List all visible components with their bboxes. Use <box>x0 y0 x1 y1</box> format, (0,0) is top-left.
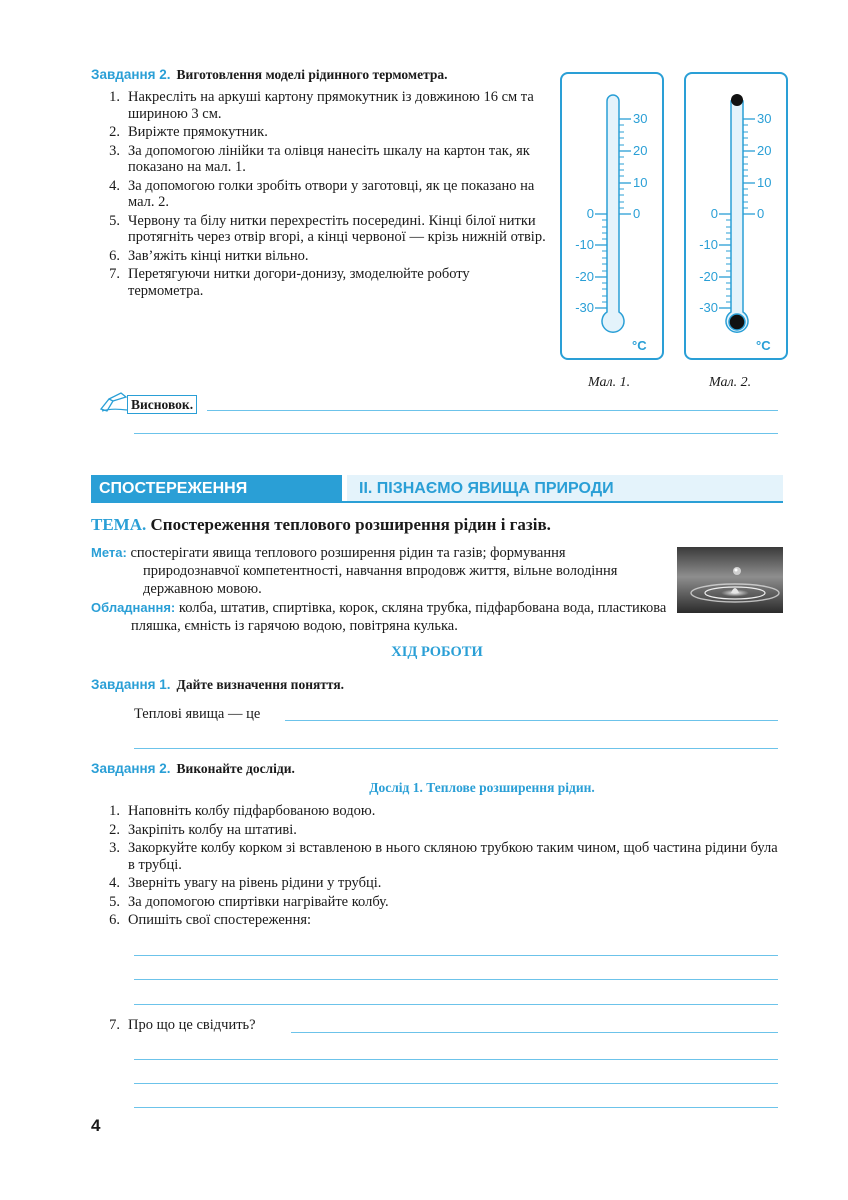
top-hole-dot <box>731 94 743 106</box>
answer-line[interactable] <box>285 720 778 721</box>
answer-line[interactable] <box>134 1107 778 1108</box>
scale-label-10: 10 <box>757 175 772 190</box>
scale-label-minus30: -30 <box>575 300 594 315</box>
page-number: 4 <box>91 1116 101 1135</box>
figure-caption-2: Мал. 2. <box>709 375 752 390</box>
list-item: 2. Закріпіть колбу на штативі. <box>109 821 297 838</box>
section-divider <box>91 501 783 503</box>
topic-text: Спостереження теплового розширення рідин і газів. <box>150 515 551 534</box>
section-label: СПОСТЕРЕЖЕННЯ <box>91 475 342 503</box>
scale-label-0-right: 0 <box>757 206 765 221</box>
bottom-hole-dot <box>729 314 745 330</box>
equipment-label: Обладнання: <box>91 600 176 615</box>
water-drop-photo <box>677 547 783 613</box>
scale-label-0-left: 0 <box>586 206 594 221</box>
definition-prompt: Теплові явища — це <box>134 706 261 722</box>
procedure-title: ХІД РОБОТИ <box>391 644 483 660</box>
list-item: 6. Зав’яжіть кінці нитки вільно. <box>109 247 309 264</box>
question-text: Про що це свідчить? <box>128 1017 256 1033</box>
task-title: Дайте визначення поняття. <box>176 677 345 692</box>
scale-label-20: 20 <box>633 143 648 158</box>
list-item: 6. Опишіть свої спостереження: <box>109 912 312 928</box>
answer-line[interactable] <box>134 1083 778 1084</box>
scale-label-minus20: -20 <box>575 269 594 284</box>
equipment-text: колба, штатив, спиртівка, корок, скляна трубка, підфарбована вода, пластикова пляшка, ємність із гарячою водою, повітряна кулька. <box>131 600 667 634</box>
figure-caption-1: Мал. 1. <box>588 375 631 390</box>
scale-label-0-left: 0 <box>710 206 718 221</box>
list-item: 2. Виріжте прямокутник. <box>109 124 268 140</box>
list-item: 7. Перетягуючи нитки догори-донизу, змоделюйте роботу термометра. <box>109 266 470 299</box>
task-label: Завдання 2. <box>91 761 171 776</box>
list-item: 1. Наповніть колбу підфарбованою водою. <box>109 803 376 819</box>
answer-line[interactable] <box>134 1004 778 1005</box>
task2-heading <box>91 761 691 777</box>
answer-line[interactable] <box>291 1032 778 1033</box>
equipment-paragraph <box>91 599 667 635</box>
scale-label-20: 20 <box>757 143 772 158</box>
scale-label-minus10: -10 <box>575 237 594 252</box>
scale-label-0-right: 0 <box>633 206 641 221</box>
answer-line[interactable] <box>134 979 778 980</box>
answer-line[interactable] <box>134 955 778 956</box>
scale-label-minus10: -10 <box>699 237 718 252</box>
experiment-title: Дослід 1. Теплове розширення рідин. <box>369 780 595 795</box>
section-chapter-title: II. ПІЗНАЄМО ЯВИЩА ПРИРОДИ <box>347 475 783 503</box>
topic-heading <box>91 515 791 535</box>
scale-label-minus20: -20 <box>699 269 718 284</box>
task2-top-steps <box>98 89 546 301</box>
list-item: 3. Закоркуйте колбу корком зі вставленою в нього скляною трубкою таким чином, щоб частина рідини була в трубці. <box>109 840 778 873</box>
task-title: Виконайте досліди. <box>176 761 295 776</box>
scale-label-30: 30 <box>633 111 648 126</box>
task-title: Виготовлення моделі рідинного термометра. <box>176 67 448 82</box>
pen-hand-icon <box>99 391 129 413</box>
list-item: 5. За допомогою спиртівки нагрівайте колбу. <box>109 893 389 910</box>
question-7 <box>98 1017 256 1034</box>
task1-heading <box>91 677 691 693</box>
answer-line[interactable] <box>134 433 778 434</box>
list-item: 5. Червону та білу нитки перехрестіть посередині. Кінці білої нитки протягніть через отвір вгорі, а кінці червоної — крізь нижній отвір. <box>109 212 546 245</box>
conclusion-label: Висновок. <box>127 395 197 414</box>
topic-label: ТЕМА. <box>91 515 147 534</box>
task2-steps <box>98 803 788 931</box>
task-label: Завдання 2. <box>91 67 171 82</box>
list-item: 4. За допомогою голки зробіть отвори у заготовці, як це показано на мал. 2. <box>109 177 535 210</box>
list-item: 3. За допомогою лінійки та олівця нанесіть шкалу на картон так, як показано на мал. 1. <box>109 142 530 175</box>
answer-line[interactable] <box>134 748 778 749</box>
goal-text: спостерігати явища теплового розширення рідин та газів; формування природознавчої компетентності, навчання впродовж життя, вільне володіння державною мовою. <box>130 545 618 597</box>
task2-top-heading <box>91 67 551 83</box>
unit-label: °C <box>632 338 647 353</box>
scale-label-10: 10 <box>633 175 648 190</box>
goal-label: Мета: <box>91 545 127 560</box>
scale-label-minus30: -30 <box>699 300 718 315</box>
task-label: Завдання 1. <box>91 677 171 692</box>
scale-label-30: 30 <box>757 111 772 126</box>
question-number: 7. <box>109 1017 120 1033</box>
thermometer-card-1 <box>560 72 664 360</box>
goal-paragraph <box>91 544 663 598</box>
thermometer-card-2 <box>684 72 788 360</box>
list-item: 1. Накресліть на аркуші картону прямокутник із довжиною 16 см та шириною 3 см. <box>109 89 534 122</box>
list-item: 4. Зверніть увагу на рівень рідини у трубці. <box>109 875 382 891</box>
answer-line[interactable] <box>134 1059 778 1060</box>
answer-line[interactable] <box>207 410 778 411</box>
unit-label: °C <box>756 338 771 353</box>
